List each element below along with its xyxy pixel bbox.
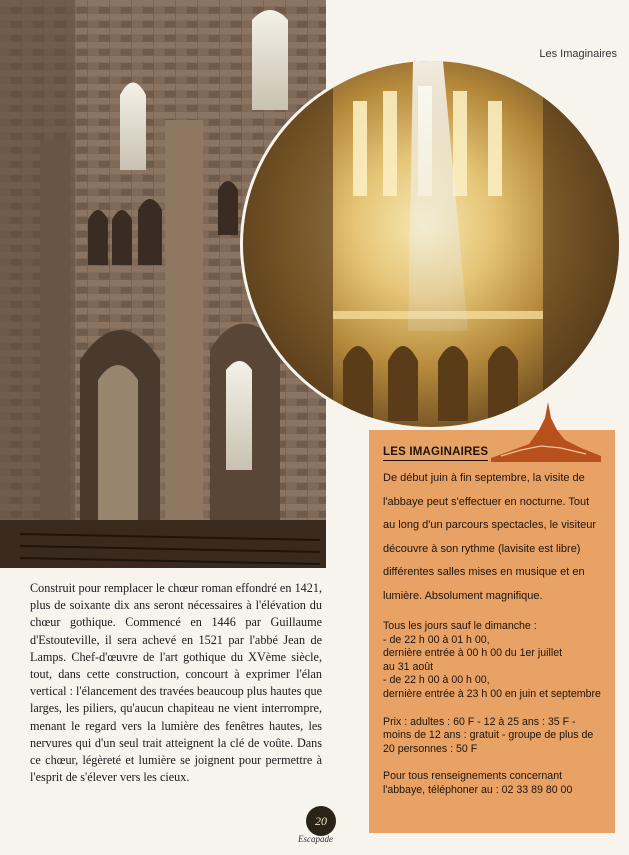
choir-photo-drawing: [243, 61, 619, 427]
box-schedule: [383, 620, 601, 702]
magazine-signature: Escapade: [298, 834, 333, 844]
schedule-line: dernière entrée à 23 h 00 en juin et septembre: [383, 687, 601, 700]
mont-saint-michel-icon: [491, 400, 601, 462]
box-contact-info: Pour tous renseignements concernant l'abbaye, téléphoner au : 02 33 89 80 00: [383, 770, 573, 796]
box-title: LES IMAGINAIRES: [383, 446, 488, 461]
schedule-line: au 31 août: [383, 660, 434, 673]
box-prices: Prix : adultes : 60 F - 12 à 25 ans : 35 F - moins de 12 ans : gratuit - groupe de plus de 20 personnes : 50 F: [383, 715, 594, 755]
info-box: [369, 430, 615, 833]
schedule-line: Tous les jours sauf le dimanche :: [383, 620, 537, 632]
section-label: Les Imaginaires: [539, 48, 617, 60]
schedule-line: - de 22 h 00 à 01 h 00,: [383, 633, 490, 646]
page-number: 20: [306, 806, 336, 836]
schedule-line: dernière entrée à 00 h 00 du 1er juillet: [383, 647, 563, 660]
schedule-line: - de 22 h 00 à 00 h 00,: [383, 674, 490, 687]
choir-photo: [240, 58, 622, 430]
article-body: Construit pour remplacer le chœur roman effondré en 1421, plus de soixante dix ans seront nécessaires à l'élévation du chœur gothique. Commencé en 1446 par Guillaume d'Estouteville, il sera achevé en 1521 par l'abbé Jean de Lamps. Chef-d'œuvre de l'art gothique du XVème siècle, tout, dans cette construction, concourt à exprimer l'élan vertical : l'élancement des travées beaucoup plus hautes que larges, les piliers, qu'aucun chapiteau ne vient interrompre, menant le regard vers la lumière des fenêtres hautes, les nervures qui d'un seul trait atteignent la clé de voûte. Dans ce chœur, légèreté et lumière se joignent pour permettre à l'esprit de s'élever vers les cieux.: [30, 581, 322, 785]
box-intro: De début juin à fin septembre, la visite de l'abbaye peut s'effectuer en nocturne. Tout au long d'un parcours spectacles, le visiteur découvre à son rythme (lavisite est libre) différentes salles mises en musique et en lumière. Absolument magnifique.: [383, 472, 597, 602]
